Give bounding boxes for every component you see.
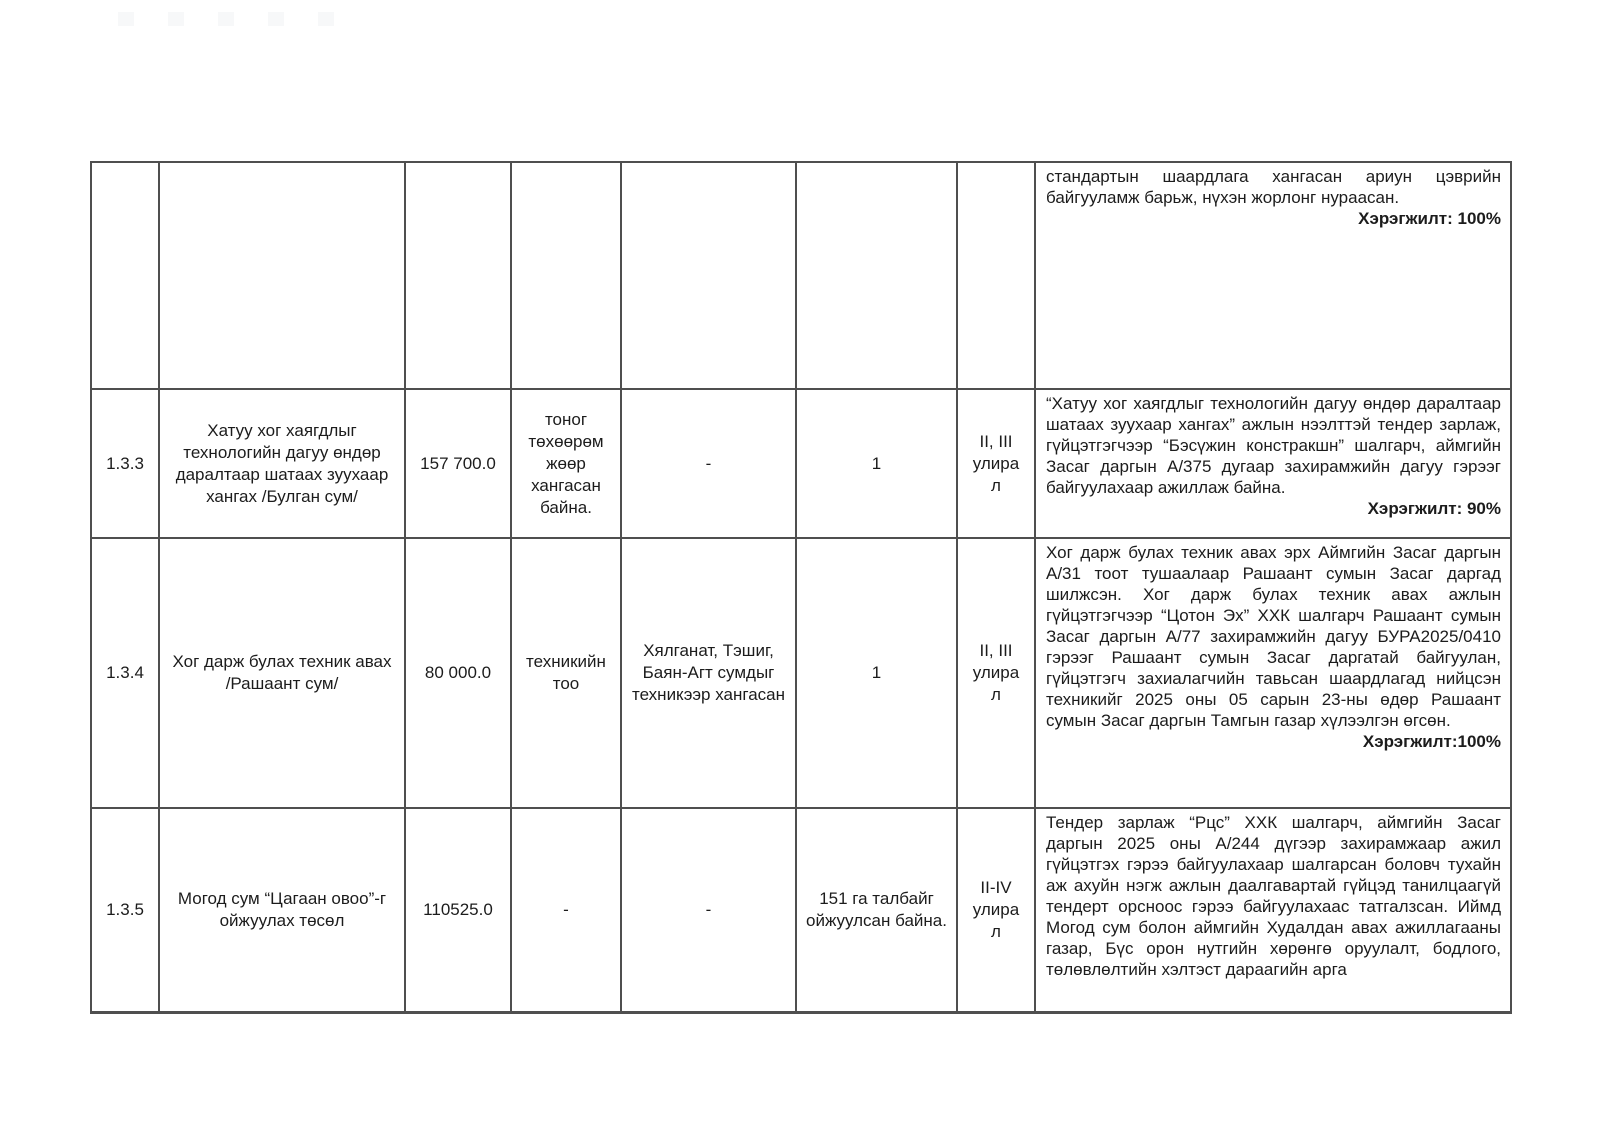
cell-index xyxy=(91,162,159,389)
cell-quarter: II, III улирал xyxy=(957,389,1035,538)
table-row xyxy=(91,162,1511,389)
cell-result xyxy=(621,162,796,389)
cell-index: 1.3.3 xyxy=(91,389,159,538)
cell-unit xyxy=(511,162,621,389)
cell-quantity: 151 га талбайг ойжуулсан байна. xyxy=(796,808,957,1012)
scan-artifact xyxy=(118,12,334,26)
cell-unit: техникийн тоо xyxy=(511,538,621,808)
cell-unit: тоног төхөөрөмжөөр хангасан байна. xyxy=(511,389,621,538)
cell-task: Хог дарж булах техник авах /Рашаант сум/ xyxy=(159,538,405,808)
table-row xyxy=(91,389,1511,538)
cell-report xyxy=(1035,162,1511,389)
report-text: “Хатуу хог хаягдлыг технологийн дагуу өндөр даралтаар шатаах зуухаар хангах” ажлын нээлттэй тендер зарлаж, гүйцэтгэгчээр “Бэсүжин констракшн” шалгарч, аймгийн Засаг даргын А/375 дугаар захирамжийн дагуу гэрээг байгуулахаар ажиллаж байна. xyxy=(1046,394,1501,497)
cell-budget: 157 700.0 xyxy=(405,389,511,538)
progress-report-table xyxy=(90,161,1512,1014)
cell-result: Хялганат, Тэшиг, Баян-Агт сумдыг техникээр хангасан xyxy=(621,538,796,808)
report-text: Хог дарж булах техник авах эрх Аймгийн Засаг даргын А/31 тоот тушаалаар Рашаант сумын Засаг даргад шилжсэн. Хог дарж булах техник авах ажлын гүйцэтгэгчээр “Цотон Эх” ХХК шалгарч Рашаант сумын Засаг даргын А/77 захирамжийн дагуу БУРА2025/0410 гэрээг Рашаант сумын Засаг даргатай байгуулан, гүйцэтгэгч захиалагчийн тавьсан шаардлагад нийцсэн техникийг 2025 оны 05 сарын 23-ны өдөр Рашаант сумын Засаг даргын Тамгын газар хүлээлгэн өгсөн. xyxy=(1046,543,1501,730)
cell-quarter xyxy=(957,162,1035,389)
cell-quarter: II-IV улирал xyxy=(957,808,1035,1012)
implementation-label: Хэрэгжилт:100% xyxy=(1362,732,1501,751)
table-row xyxy=(91,808,1511,1012)
implementation-label: Хэрэгжилт: 90% xyxy=(1367,499,1501,518)
cell-result: - xyxy=(621,389,796,538)
table-row xyxy=(91,538,1511,808)
report-text: стандартын шаардлага хангасан ариун цэврийн байгууламж барьж, нүхэн жорлонг нураасан. xyxy=(1046,167,1501,207)
cell-index: 1.3.4 xyxy=(91,538,159,808)
report-text: Тендер зарлаж “Рцс” ХХК шалгарч, аймгийн Засаг даргын 2025 оны А/244 дүгээр захирамжаар ажил гүйцэтгэх гэрээ байгуулахаар шалгарсан боловч тухайн аж ахуйн нэгж ажлын даалгавартай гүйцэд танилцаагүй тендерт орсноос гэрээ байгуулахаас татгалзсан. Иймд Могод сум болон аймгийн Худалдан авах ажиллагааны газар, Бүс орон нутгийн хөрөнгө оруулалт, бодлого, төлөвлөлтийн хэлтэст дараагийн арга xyxy=(1046,813,1501,979)
cell-unit: - xyxy=(511,808,621,1012)
cell-report xyxy=(1035,538,1511,808)
cell-task xyxy=(159,162,405,389)
cell-result: - xyxy=(621,808,796,1012)
cell-task: Могод сум “Цагаан овоо”-г ойжуулах төсөл xyxy=(159,808,405,1012)
cell-index: 1.3.5 xyxy=(91,808,159,1012)
cell-quantity: 1 xyxy=(796,389,957,538)
cell-report xyxy=(1035,389,1511,538)
cell-quarter: II, III улирал xyxy=(957,538,1035,808)
implementation-label: Хэрэгжилт: 100% xyxy=(1358,209,1501,228)
cell-report xyxy=(1035,808,1511,1012)
cell-budget: 80 000.0 xyxy=(405,538,511,808)
cell-task: Хатуу хог хаягдлыг технологийн дагуу өндөр даралтаар шатаах зуухаар хангах /Булган сум/ xyxy=(159,389,405,538)
cell-budget xyxy=(405,162,511,389)
cell-quantity: 1 xyxy=(796,538,957,808)
cell-quantity xyxy=(796,162,957,389)
cell-budget: 110525.0 xyxy=(405,808,511,1012)
